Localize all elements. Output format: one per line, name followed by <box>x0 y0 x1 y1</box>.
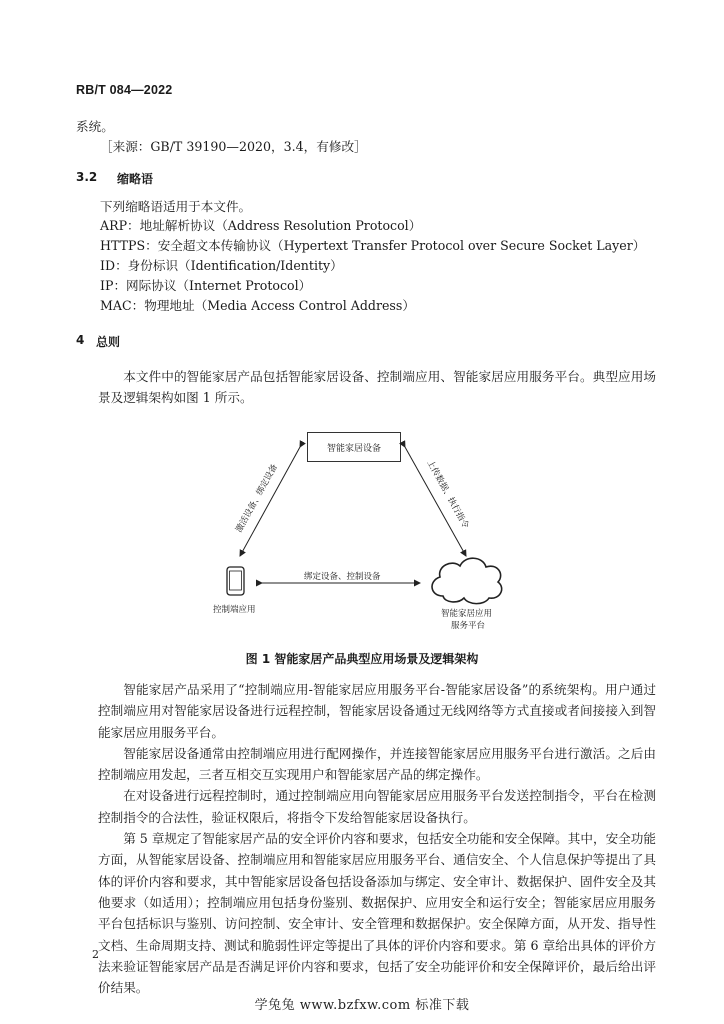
section-4-title: 总则 <box>96 335 121 349</box>
right-arrow-label: 上传数据、执行指令 <box>424 458 471 531</box>
section-3-2-intro: 下列缩略语适用于本文件。 <box>100 199 252 214</box>
cloud-label-line-2: 服务平台 <box>451 621 486 631</box>
standard-number: RB/T 084—2022 <box>76 83 173 97</box>
abbreviation-ip: IP：网际协议（Internet Protocol） <box>100 278 312 293</box>
left-arrow-label: 激活设备、绑定设备 <box>234 462 281 535</box>
section-4-intro-text: 本文件中的智能家居产品包括智能家居设备、控制端应用、智能家居应用服务平台。典型应用场景及逻辑架构如图 1 所示。 <box>98 369 656 406</box>
site-footer-watermark: 学兔兔 www.bzfxw.com 标准下载 <box>254 998 470 1013</box>
control-app-label: 控制端应用 <box>213 605 256 615</box>
body-paragraph-remote-control: 在对设备进行远程控制时，通过控制端应用向智能家居应用服务平台发送控制指令，平台在检测控制指令的合法性，验证权限后，将指令下发给智能家居设备执行。 <box>98 788 656 825</box>
abbreviation-https: HTTPS：安全超文本传输协议（Hypertext Transfer Protocol over Secure Socket Layer） <box>100 238 646 253</box>
section-3-1-source-note: ［来源：GB/T 39190—2020，3.4，有修改］ <box>100 139 367 154</box>
abbreviation-id: ID：身份标识（Identification/Identity） <box>100 258 343 273</box>
section-3-1-tail-text: 系统。 <box>76 119 114 134</box>
body-paragraph-architecture: 智能家居产品采用了“控制端应用-智能家居应用服务平台-智能家居设备”的系统架构。用户通过控制端应用对智能家居设备进行远程控制，智能家居设备通过无线网络等方式直接或者间接接入到智能家居应用服务平台。 <box>98 682 656 740</box>
abbreviation-mac: MAC：物理地址（Media Access Control Address） <box>100 298 415 313</box>
body-text <box>98 679 656 998</box>
smart-home-device-label: 智能家居设备 <box>326 443 381 454</box>
abbreviation-arp: ARP：地址解析协议（Address Resolution Protocol） <box>100 218 422 233</box>
section-4-number: 4 <box>76 333 85 347</box>
body-paragraph-activation: 智能家居设备通常由控制端应用进行配网操作，并连接智能家居应用服务平台进行激活。之后由控制端应用发起，三者互相交互实现用户和智能家居产品的绑定操作。 <box>98 745 656 783</box>
bottom-arrow-label: 绑定设备、控制设备 <box>304 572 381 582</box>
figure-1-caption: 图 1 智能家居产品典型应用场景及逻辑架构 <box>245 652 479 666</box>
section-3-2-title: 缩略语 <box>117 172 154 186</box>
body-paragraph-chapter-summary: 第 5 章规定了智能家居产品的安全评价内容和要求，包括安全功能和安全保障。其中，安全功能方面，从智能家居设备、控制端应用和智能家居应用服务平台、通信安全、个人信息保护等提出了具体的评价内容和要求，其中智能家居设备包括设备添加与绑定、安全审计、数据保护、固件安全及其他要求（如适用）；控制端应用包括身份鉴别、数据保护、应用安全和运行安全；智能家居应用服务平台包括标识与鉴别、访问控制、安全审计、安全管理和数据保护。安全保障方面，从开发、指导性文档、生命周期支持、测试和脆弱性评定等提出了具体的评价内容和要求。第 6 章给出具体的评价方法来验证智能家居产品是否满足评价内容和要求，包括了安全功能评价和安全保障评价，最后给出评价结果。 <box>98 831 656 996</box>
page-number: 2 <box>92 948 99 961</box>
cloud-icon <box>432 558 502 603</box>
cloud-label-line-1: 智能家居应用 <box>441 609 493 619</box>
section-3-2-number: 3.2 <box>76 170 98 184</box>
phone-icon <box>227 567 244 595</box>
